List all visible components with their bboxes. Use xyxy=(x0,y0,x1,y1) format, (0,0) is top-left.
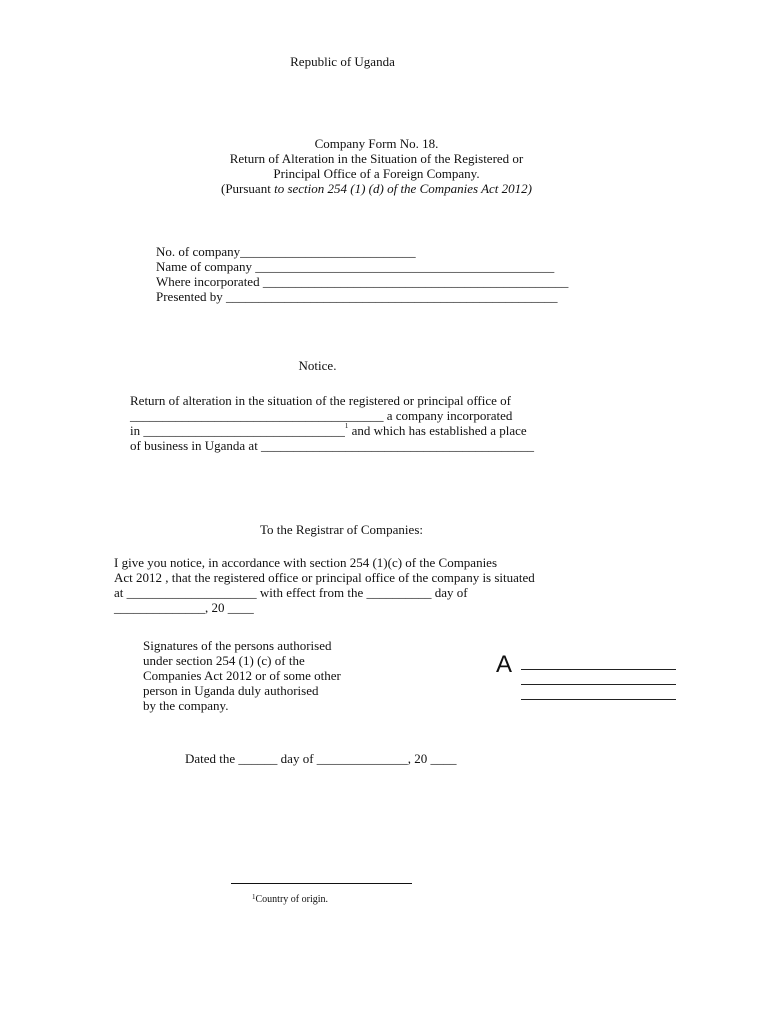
form-title-line-2: Principal Office of a Foreign Company. xyxy=(273,166,480,181)
footnote-reference: 1 xyxy=(344,422,349,430)
signatures-line-1: Signatures of the persons authorised xyxy=(143,638,332,653)
registrar-line-1: I give you notice, in accordance with section 254 (1)(c) of the Companies xyxy=(114,555,498,570)
pursuant-reference: to section 254 (1) (d) of the Companies Act 2012) xyxy=(274,181,532,196)
notice-line-4[interactable]: of business in Uganda at __________________________________________ xyxy=(130,438,535,453)
pursuant-prefix: (Pursuant xyxy=(220,181,275,196)
presented-by-field[interactable]: Presented by ___________________________________________________ xyxy=(156,289,558,304)
notice-line-2[interactable]: _______________________________________ a company incorporated xyxy=(130,408,513,423)
footnote xyxy=(252,894,328,906)
signatures-line-5: by the company. xyxy=(143,698,229,713)
registrar-line-3[interactable]: at ____________________ with effect from the __________ day of xyxy=(114,585,468,600)
form-pursuant-line xyxy=(0,181,753,196)
signatures-line-3: Companies Act 2012 or of some other xyxy=(143,668,341,683)
notice-heading: Notice. xyxy=(298,358,337,373)
notice-line-3[interactable] xyxy=(130,423,527,438)
company-name-field[interactable]: Name of company ______________________________________________ xyxy=(156,259,555,274)
notice-line-3-rest: and which has established a place xyxy=(348,423,527,438)
registrar-line-4[interactable]: ______________, 20 ____ xyxy=(114,600,254,615)
form-title-block xyxy=(0,136,753,196)
signatures-line-2: under section 254 (1) (c) of the xyxy=(143,653,305,668)
footnote-text: Country of origin. xyxy=(255,894,328,905)
signatures-line-4: person in Uganda duly authorised xyxy=(143,683,319,698)
country-header: Republic of Uganda xyxy=(290,54,395,69)
signature-mark: A xyxy=(496,651,513,678)
signature-line-2[interactable] xyxy=(521,684,676,685)
registrar-line-2: Act 2012 , that the registered office or principal office of the company is situated xyxy=(114,570,535,585)
form-number: Company Form No. 18. xyxy=(314,136,439,151)
footnote-marker: 1 xyxy=(252,893,256,901)
signature-line-3[interactable] xyxy=(521,699,676,700)
incorporated-in-field[interactable]: in _______________________________ xyxy=(130,423,345,438)
footnote-divider xyxy=(231,883,412,884)
registrar-heading: To the Registrar of Companies: xyxy=(259,522,423,537)
notice-line-1: Return of alteration in the situation of the registered or principal office of xyxy=(130,393,511,408)
form-title-line-1: Return of Alteration in the Situation of the Registered or xyxy=(229,151,524,166)
where-incorporated-field[interactable]: Where incorporated _______________________________________________ xyxy=(156,274,569,289)
signature-line-1[interactable] xyxy=(521,669,676,670)
dated-field[interactable]: Dated the ______ day of ______________, 20 ____ xyxy=(185,751,457,766)
company-number-field[interactable]: No. of company___________________________ xyxy=(156,244,416,259)
